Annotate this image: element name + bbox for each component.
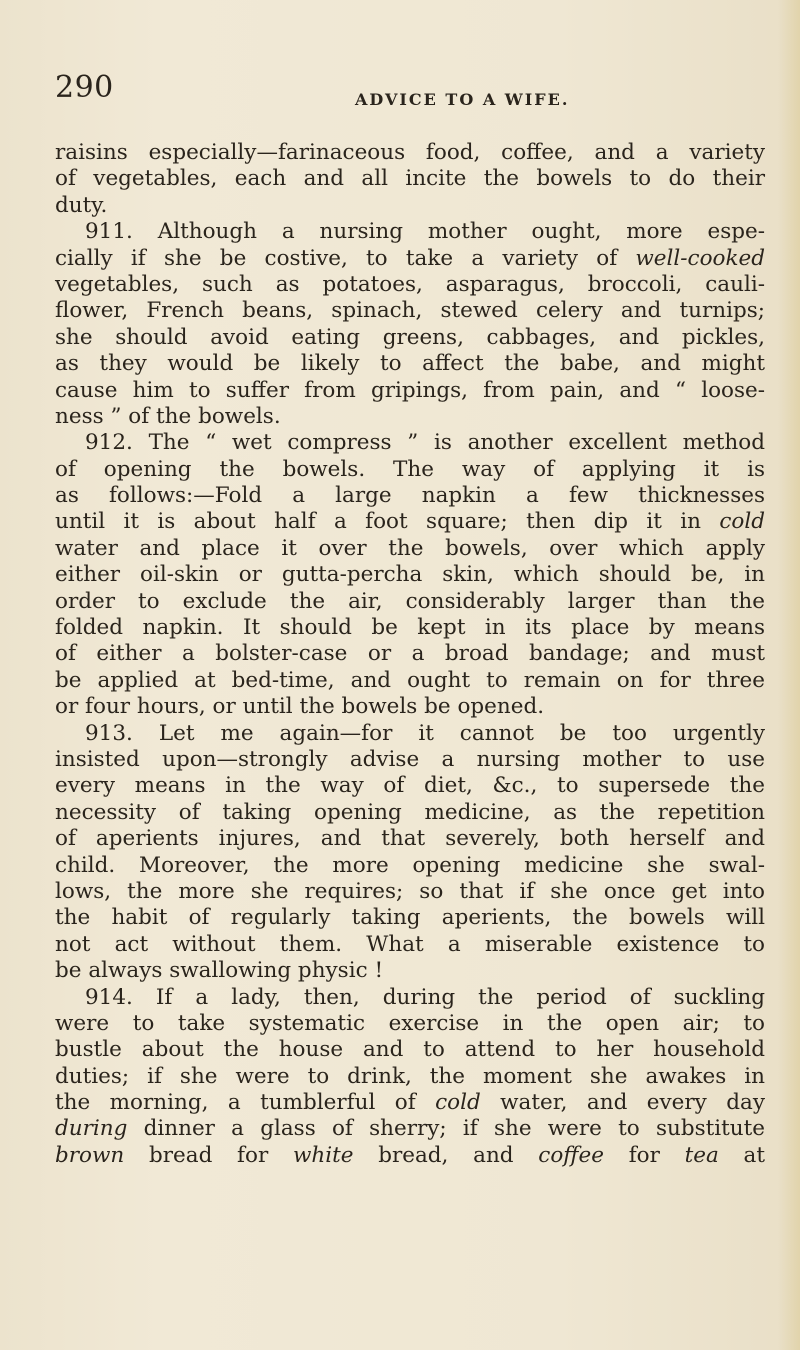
text-line: necessity of taking opening medicine, as the repetition	[55, 799, 765, 825]
text-line: cially if she be costive, to take a variety of well-cooked	[55, 245, 765, 271]
text-line: 913. Let me again—for it cannot be too urgently	[85, 720, 765, 746]
text-line: child. Moreover, the more opening medicine she swal-	[55, 852, 765, 878]
page-number: 290	[55, 70, 114, 105]
text-line: 912. The “ wet compress ” is another excellent method	[85, 430, 765, 456]
running-head: ADVICE TO A WIFE.	[355, 90, 570, 109]
text-line: ness ” of the bowels.	[55, 403, 281, 429]
text-line: vegetables, such as potatoes, asparagus, broccoli, cauli-	[55, 271, 765, 297]
text-line: of opening the bowels. The way of applying it is	[55, 456, 765, 482]
text-line: of vegetables, each and all incite the bowels to do their	[55, 166, 765, 192]
text-line: the habit of regularly taking aperients, the bowels will	[55, 905, 765, 931]
body-text	[55, 140, 765, 1169]
text-line: 914. If a lady, then, during the period of suckling	[85, 984, 765, 1010]
text-line: duty.	[55, 192, 108, 218]
text-line: as they would be likely to affect the babe, and might	[55, 351, 765, 377]
page-edge	[778, 0, 800, 1350]
text-line: lows, the more she requires; so that if she once get into	[55, 878, 765, 904]
text-line: bustle about the house and to attend to her household	[55, 1037, 765, 1063]
text-line: 911. Although a nursing mother ought, more espe-	[85, 219, 765, 245]
text-line: raisins especially—farinaceous food, coffee, and a variety	[55, 140, 765, 165]
text-line: not act without them. What a miserable existence to	[55, 931, 765, 957]
text-line: until it is about half a foot square; then dip it in cold	[55, 509, 765, 535]
text-line: she should avoid eating greens, cabbages, and pickles,	[55, 324, 765, 350]
text-line: as follows:—Fold a large napkin a few thicknesses	[55, 483, 765, 509]
text-line: every means in the way of diet, &c., to supersede the	[55, 773, 765, 799]
text-line: flower, French beans, spinach, stewed celery and turnips;	[55, 298, 765, 324]
text-line: folded napkin. It should be kept in its place by means	[55, 615, 765, 641]
text-line: be always swallowing physic !	[55, 958, 384, 984]
text-line: be applied at bed-time, and ought to remain on for three	[55, 667, 765, 693]
text-line: duties; if she were to drink, the moment she awakes in	[55, 1063, 765, 1089]
text-line: were to take systematic exercise in the open air; to	[55, 1010, 765, 1036]
text-line: during dinner a glass of sherry; if she were to substitute	[55, 1116, 765, 1142]
text-line: cause him to suffer from gripings, from pain, and “ loose-	[55, 377, 765, 403]
text-line: order to exclude the air, considerably larger than the	[55, 588, 765, 614]
text-line: brown bread for white bread, and coffee for tea at	[55, 1142, 766, 1168]
text-line: or four hours, or until the bowels be opened.	[55, 694, 545, 720]
text-line: water and place it over the bowels, over which apply	[55, 535, 765, 561]
text-line: insisted upon—strongly advise a nursing mother to use	[55, 746, 765, 772]
text-line: of aperients injures, and that severely, both herself and	[55, 826, 765, 852]
text-line: of either a bolster-case or a broad bandage; and must	[55, 641, 765, 667]
text-line: either oil-skin or gutta-percha skin, which should be, in	[55, 562, 765, 588]
text-line: the morning, a tumblerful of cold water, and every day	[55, 1090, 765, 1116]
